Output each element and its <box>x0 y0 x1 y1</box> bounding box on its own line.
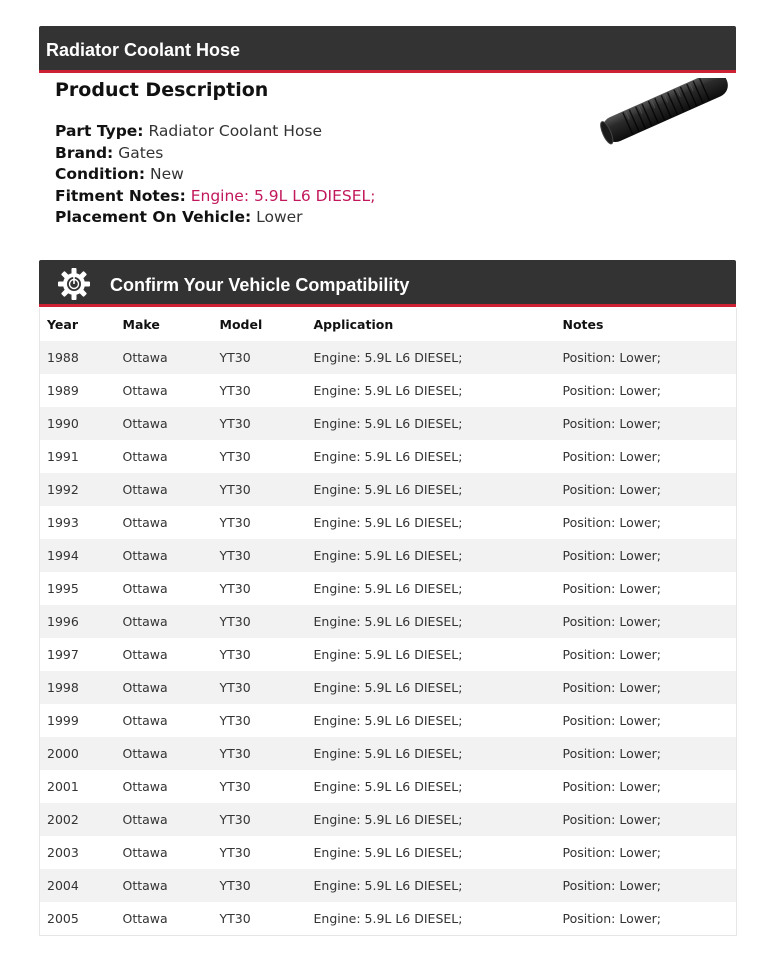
cell-make: Ottawa <box>122 383 168 398</box>
cell-notes: Position: Lower; <box>562 878 662 893</box>
cell-application: Engine: 5.9L L6 DIESEL; <box>313 845 463 860</box>
cell-model: YT30 <box>219 449 251 464</box>
cell-year: 2004 <box>47 878 79 893</box>
cell-make: Ottawa <box>122 482 168 497</box>
cell-make: Ottawa <box>122 350 168 365</box>
cell-year: 1992 <box>47 482 79 497</box>
cell-model: YT30 <box>219 911 251 926</box>
table-row <box>40 803 737 836</box>
cell-make: Ottawa <box>122 812 168 827</box>
cell-application: Engine: 5.9L L6 DIESEL; <box>313 416 463 431</box>
cell-make: Ottawa <box>122 911 168 926</box>
table-row <box>40 902 737 936</box>
cell-make: Ottawa <box>122 845 168 860</box>
product-description-heading: Product Description <box>55 79 269 101</box>
cell-model: YT30 <box>219 416 251 431</box>
cell-application: Engine: 5.9L L6 DIESEL; <box>313 383 463 398</box>
cell-application: Engine: 5.9L L6 DIESEL; <box>313 647 463 662</box>
spec-value: New <box>150 165 184 183</box>
table-row <box>40 440 737 473</box>
spec-label: Condition: <box>55 165 146 183</box>
cell-notes: Position: Lower; <box>562 515 662 530</box>
cell-make: Ottawa <box>122 647 168 662</box>
cell-model: YT30 <box>219 581 251 596</box>
spec-value: Radiator Coolant Hose <box>148 122 323 140</box>
cell-model: YT30 <box>219 746 251 761</box>
product-title-bar <box>39 26 736 73</box>
cell-year: 2000 <box>47 746 79 761</box>
cell-application: Engine: 5.9L L6 DIESEL; <box>313 548 463 563</box>
cell-notes: Position: Lower; <box>562 383 662 398</box>
cell-make: Ottawa <box>122 713 168 728</box>
cell-notes: Position: Lower; <box>562 845 662 860</box>
table-row <box>40 539 737 572</box>
cell-application: Engine: 5.9L L6 DIESEL; <box>313 449 463 464</box>
column-header-year: Year <box>47 317 78 332</box>
hose-image <box>588 78 733 156</box>
page-title: Radiator Coolant Hose <box>46 40 241 60</box>
compatibility-bar <box>39 260 736 307</box>
cell-year: 1998 <box>47 680 79 695</box>
cell-notes: Position: Lower; <box>562 548 662 563</box>
cell-year: 1999 <box>47 713 79 728</box>
cell-model: YT30 <box>219 515 251 530</box>
spec-label: Fitment Notes: <box>55 186 186 205</box>
column-header-model: Model <box>219 317 263 332</box>
spec-value-fitment: Engine: 5.9L L6 DIESEL; <box>190 186 376 205</box>
cell-notes: Position: Lower; <box>562 614 662 629</box>
table-row <box>40 341 737 374</box>
cell-notes: Position: Lower; <box>562 449 662 464</box>
cell-model: YT30 <box>219 713 251 728</box>
compatibility-table <box>39 308 737 936</box>
spec-placement <box>55 207 375 229</box>
cell-application: Engine: 5.9L L6 DIESEL; <box>313 878 463 893</box>
cell-year: 2005 <box>47 911 79 926</box>
cell-model: YT30 <box>219 548 251 563</box>
table-row <box>40 506 737 539</box>
column-header-make: Make <box>122 317 160 332</box>
column-header-application: Application <box>313 317 394 332</box>
cell-make: Ottawa <box>122 548 168 563</box>
cell-make: Ottawa <box>122 746 168 761</box>
cell-model: YT30 <box>219 647 251 662</box>
cell-make: Ottawa <box>122 449 168 464</box>
cell-notes: Position: Lower; <box>562 911 662 926</box>
cell-year: 1990 <box>47 416 79 431</box>
cell-make: Ottawa <box>122 680 168 695</box>
table-header-row <box>40 308 737 341</box>
cell-year: 2003 <box>47 845 79 860</box>
spec-value: Lower <box>256 208 303 226</box>
spec-value: Gates <box>118 143 164 162</box>
spec-label: Placement On Vehicle: <box>55 208 252 226</box>
cell-year: 1996 <box>47 614 79 629</box>
cell-application: Engine: 5.9L L6 DIESEL; <box>313 911 463 926</box>
table-row <box>40 737 737 770</box>
cell-year: 1991 <box>47 449 79 464</box>
cell-notes: Position: Lower; <box>562 581 662 596</box>
cell-year: 1997 <box>47 647 79 662</box>
cell-notes: Position: Lower; <box>562 482 662 497</box>
gear-icon <box>57 267 91 301</box>
table-row <box>40 770 737 803</box>
table-row <box>40 704 737 737</box>
cell-model: YT30 <box>219 878 251 893</box>
cell-year: 1989 <box>47 383 79 398</box>
product-specs <box>55 121 375 229</box>
spec-label: Brand: <box>55 143 114 162</box>
cell-notes: Position: Lower; <box>562 680 662 695</box>
cell-year: 1988 <box>47 350 79 365</box>
cell-application: Engine: 5.9L L6 DIESEL; <box>313 350 463 365</box>
cell-make: Ottawa <box>122 416 168 431</box>
table-row <box>40 638 737 671</box>
cell-application: Engine: 5.9L L6 DIESEL; <box>313 746 463 761</box>
spec-part-type <box>55 121 375 143</box>
table-row <box>40 572 737 605</box>
cell-make: Ottawa <box>122 779 168 794</box>
cell-notes: Position: Lower; <box>562 416 662 431</box>
table-row <box>40 869 737 902</box>
spec-fitment-notes <box>55 186 375 208</box>
cell-make: Ottawa <box>122 878 168 893</box>
table-row <box>40 836 737 869</box>
cell-model: YT30 <box>219 680 251 695</box>
cell-model: YT30 <box>219 845 251 860</box>
cell-notes: Position: Lower; <box>562 713 662 728</box>
cell-model: YT30 <box>219 812 251 827</box>
cell-notes: Position: Lower; <box>562 812 662 827</box>
cell-notes: Position: Lower; <box>562 779 662 794</box>
cell-model: YT30 <box>219 614 251 629</box>
table-row <box>40 605 737 638</box>
cell-make: Ottawa <box>122 614 168 629</box>
table-row <box>40 671 737 704</box>
cell-application: Engine: 5.9L L6 DIESEL; <box>313 482 463 497</box>
table-row <box>40 407 737 440</box>
cell-application: Engine: 5.9L L6 DIESEL; <box>313 812 463 827</box>
spec-brand <box>55 143 375 165</box>
spec-label: Part Type: <box>55 122 144 140</box>
cell-notes: Position: Lower; <box>562 647 662 662</box>
cell-make: Ottawa <box>122 515 168 530</box>
cell-application: Engine: 5.9L L6 DIESEL; <box>313 581 463 596</box>
cell-model: YT30 <box>219 350 251 365</box>
cell-year: 2001 <box>47 779 79 794</box>
cell-notes: Position: Lower; <box>562 350 662 365</box>
cell-application: Engine: 5.9L L6 DIESEL; <box>313 680 463 695</box>
cell-application: Engine: 5.9L L6 DIESEL; <box>313 614 463 629</box>
cell-year: 2002 <box>47 812 79 827</box>
column-header-notes: Notes <box>562 317 604 332</box>
table-row <box>40 374 737 407</box>
cell-year: 1994 <box>47 548 79 563</box>
cell-make: Ottawa <box>122 581 168 596</box>
cell-model: YT30 <box>219 779 251 794</box>
cell-application: Engine: 5.9L L6 DIESEL; <box>313 779 463 794</box>
compatibility-title: Confirm Your Vehicle Compatibility <box>110 275 410 295</box>
spec-condition <box>55 164 375 186</box>
cell-year: 1995 <box>47 581 79 596</box>
cell-application: Engine: 5.9L L6 DIESEL; <box>313 713 463 728</box>
table-row <box>40 473 737 506</box>
cell-application: Engine: 5.9L L6 DIESEL; <box>313 515 463 530</box>
cell-model: YT30 <box>219 383 251 398</box>
cell-year: 1993 <box>47 515 79 530</box>
cell-notes: Position: Lower; <box>562 746 662 761</box>
cell-model: YT30 <box>219 482 251 497</box>
